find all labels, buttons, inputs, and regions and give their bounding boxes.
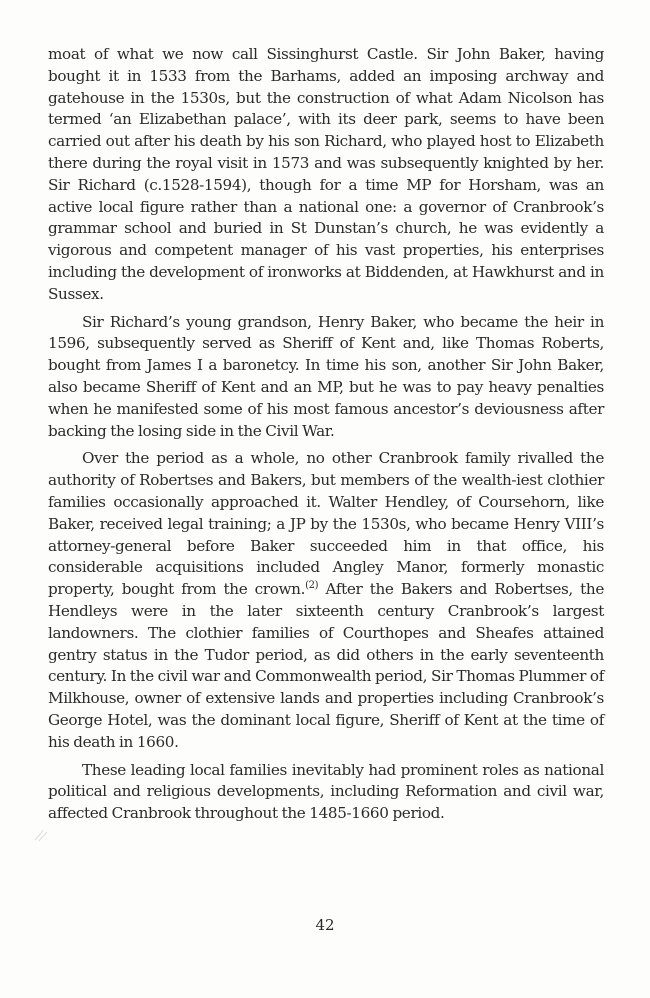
- pencil-margin-mark-icon: [33, 826, 51, 844]
- body-text: [48, 44, 604, 825]
- paragraph-2: Sir Richard’s young grandson, Henry Baker, who became the heir in 1596, subsequently served as Sheriff of Kent and, like Thomas Roberts, bought from James I a baronetcy. In time his son, another Sir John Baker, also became Sheriff of Kent and an MP, but he was to pay heavy penalties when he manifested some of his most famous ancestor’s deviousness after backing the losing side in the Civil War.: [48, 312, 604, 440]
- paragraph-3: [48, 448, 604, 753]
- paragraph-3-text-after-note: After the Bakers and Robertses, the Hendleys were in the later sixteenth century Cranbrook’s largest landowners. The clothier families of Courthopes and Sheafes attained gentry status in the Tudor period, as did others in the early seventeenth century. In the civil war and Commonwealth period, Sir Thomas Plummer of Milkhouse, owner of extensive lands and properties including Cranbrook’s George Hotel, was the dominant local figure, Sheriff of Kent at the time of his death in 1660.: [48, 580, 605, 751]
- paragraph-4: These leading local families inevitably had prominent roles as national political and religious developments, including Reformation and civil war, affected Cranbrook throughout the 1485-1660 period.: [48, 760, 604, 823]
- paragraph-1: moat of what we now call Sissinghurst Castle. Sir John Baker, having bought it in 1533 from the Barhams, added an imposing archway and gatehouse in the 1530s, but the construction of what Adam Nicolson has termed ‘an Elizabethan palace’, with its deer park, seems to have been carried out after his death by his son Richard, who played host to Elizabeth there during the royal visit in 1573 and was subsequently knighted by her. Sir Richard (c.1528-1594), though for a time MP for Horsham, was an active local figure rather than a national one: a governor of Cranbrook’s grammar school and buried in St Dunstan’s church, he was evidently a vigorous and competent manager of his vast properties, his enterprises including the development of ironworks at Biddenden, at Hawkhurst and in Sussex.: [48, 45, 604, 303]
- footnote-reference: (2): [305, 580, 319, 592]
- page-number: 42: [315, 916, 335, 934]
- paragraph-3-text-before-note: Over the period as a whole, no other Cranbrook family rivalled the authority of Robertses and Bakers, but members of the wealth-iest clothier families occasionally approached it. Walter Hendley, of Coursehorn, like Baker, received legal training; a JP by the 1530s, who became Henry VIII’s attorney-general before Baker succeeded him in that office, his considerable acquisitions included Angley Manor, formerly monastic property, bought from the crown.: [48, 449, 604, 599]
